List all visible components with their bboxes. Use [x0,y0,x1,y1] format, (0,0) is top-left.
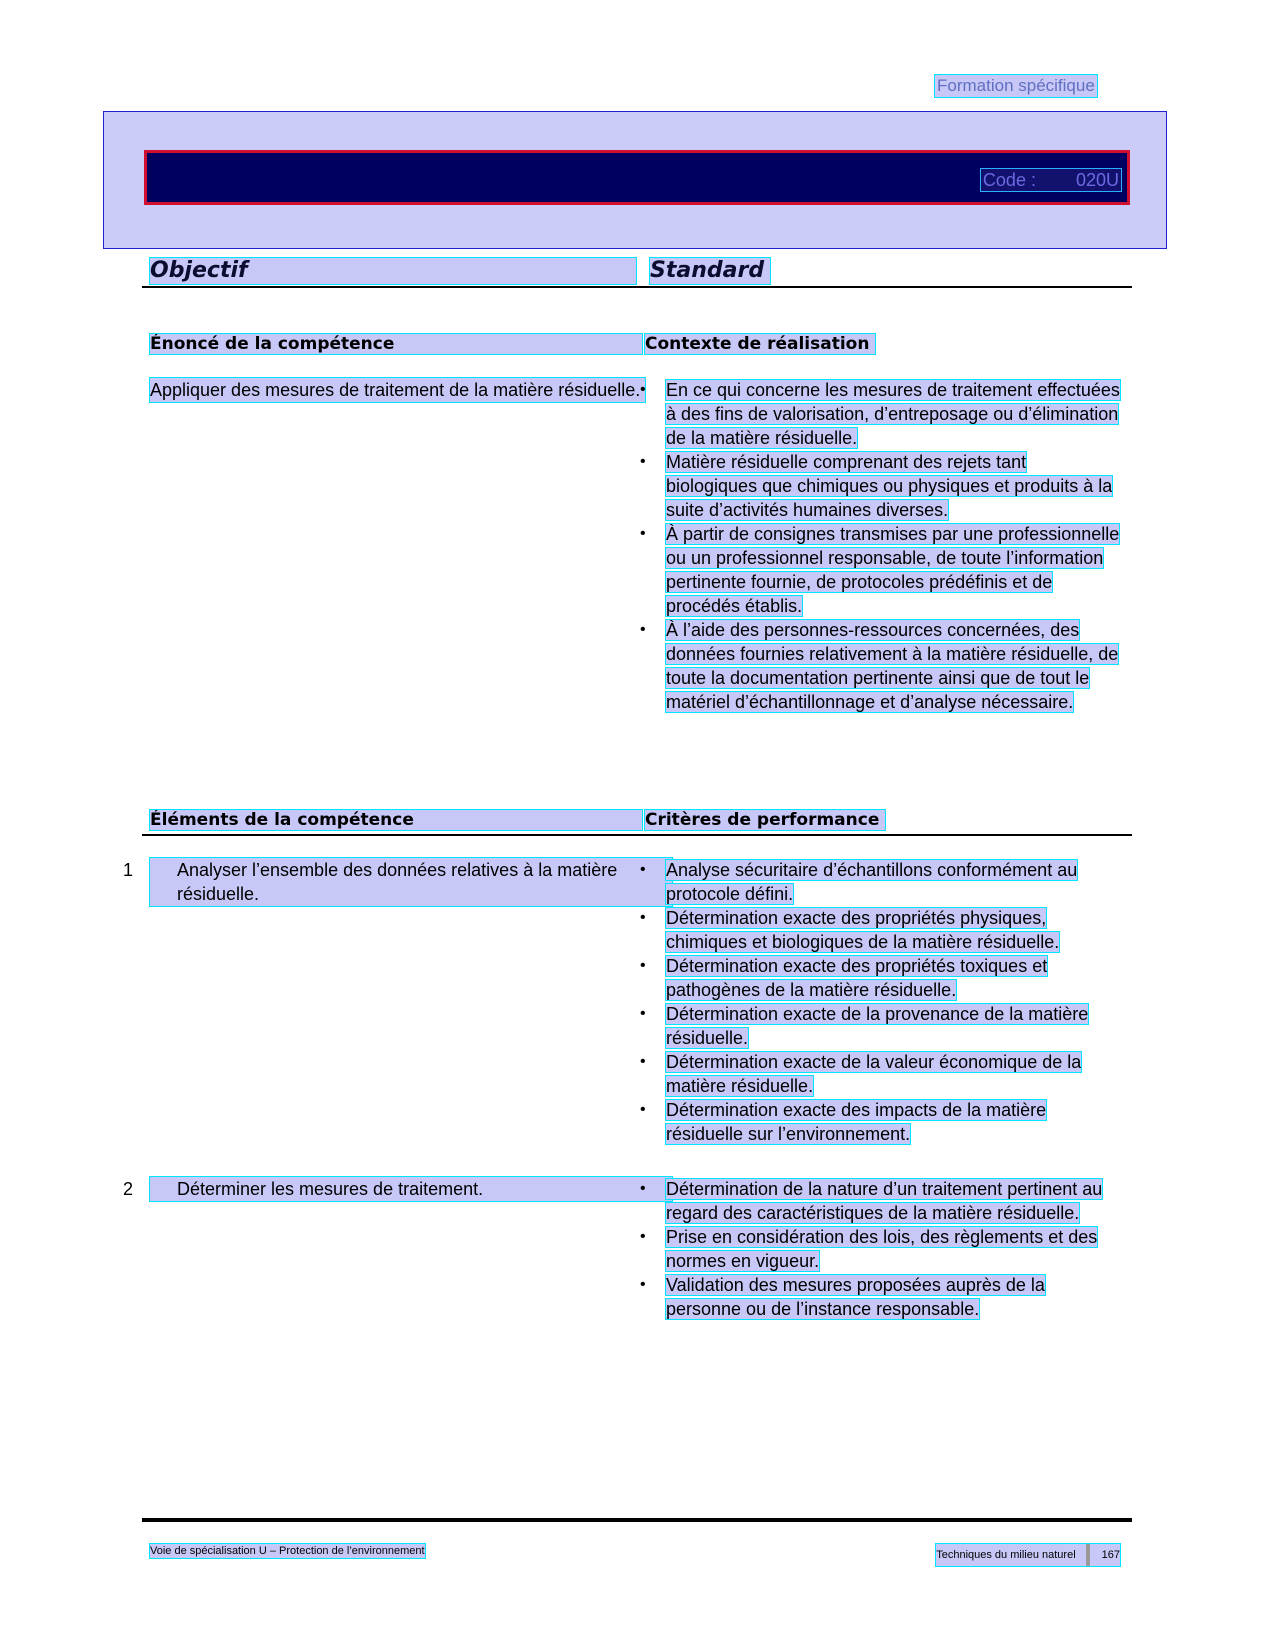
footer-divider [1086,1544,1090,1566]
elements-heading: Éléments de la compétence [150,810,642,830]
criteria-list [640,858,1120,1146]
section-label: Formation spécifique [937,76,1095,95]
title-bar [144,150,1130,205]
context-item: • À l’aide des personnes-ressources concernées, des données fournies relativement à la matière résiduelle, de toute la documentation pertinente ainsi que de tout le matériel d’échantillonnage et d’analyse nécessaire. [640,618,1120,714]
element-text: Déterminer les mesures de traitement. [177,1179,484,1199]
competency-element [123,1177,672,1201]
criteria-item: • Détermination exacte des propriétés toxiques et pathogènes de la matière résiduelle. [640,954,1120,1002]
criteria-item: • Validation des mesures proposées auprès de la personne ou de l’instance responsable. [640,1273,1120,1321]
competency-statement: Appliquer des mesures de traitement de la matière résiduelle. [150,378,645,402]
criteria-heading: Critères de performance [645,810,885,830]
title-band [103,111,1167,249]
footer-info [936,1544,1120,1566]
context-item: • En ce qui concerne les mesures de traitement effectuées à des fins de valorisation, d’entreposage ou d’élimination de la matière résiduelle. [640,378,1120,450]
criteria-item: • Analyse sécuritaire d’échantillons conformément au protocole défini. [640,858,1120,906]
section-rule [142,834,1132,836]
element-text: Analyser l’ensemble des données relatives à la matière résiduelle. [177,860,618,904]
code-label: Code : [982,170,1036,190]
competency-element [123,858,672,906]
criteria-item: • Détermination exacte des impacts de la matière résiduelle sur l’environnement. [640,1098,1120,1146]
criteria-item: • Détermination de la nature d’un traitement pertinent au regard des caractéristiques de la matière résiduelle. [640,1177,1120,1225]
footer-rule [142,1518,1132,1522]
element-number: 1 [123,860,134,880]
criteria-item: • Détermination exacte de la valeur économique de la matière résiduelle. [640,1050,1120,1098]
element-number: 2 [123,1179,134,1199]
context-list [640,378,1120,714]
context-heading: Contexte de réalisation [645,334,875,354]
context-item: • Matière résiduelle comprenant des rejets tant biologiques que chimiques ou physiques et produits à la suite d’activités humaines diverses. [640,450,1120,522]
footer-specialization: Voie de spécialisation U – Protection de l’environnement [150,1545,425,1557]
objective-heading: Objectif [150,258,636,284]
heading-rule [142,286,1132,288]
code-value: 020U [1075,170,1119,190]
page-number: 167 [1101,1548,1120,1561]
competency-code [981,169,1121,191]
criteria-item: • Prise en considération des lois, des règlements et des normes en vigueur. [640,1225,1120,1273]
footer-program: Techniques du milieu naturel [936,1548,1076,1561]
criteria-item: • Détermination exacte des propriétés physiques, chimiques et biologiques de la matière résiduelle. [640,906,1120,954]
criteria-item: • Détermination exacte de la provenance de la matière résiduelle. [640,1002,1120,1050]
statement-heading: Énoncé de la compétence [150,334,642,354]
criteria-list [640,1177,1120,1321]
context-item: • À partir de consignes transmises par une professionnelle ou un professionnel responsable, de toute l’information pertinente fournie, de protocoles prédéfinis et de procédés établis. [640,522,1120,618]
standard-heading: Standard [650,258,770,284]
